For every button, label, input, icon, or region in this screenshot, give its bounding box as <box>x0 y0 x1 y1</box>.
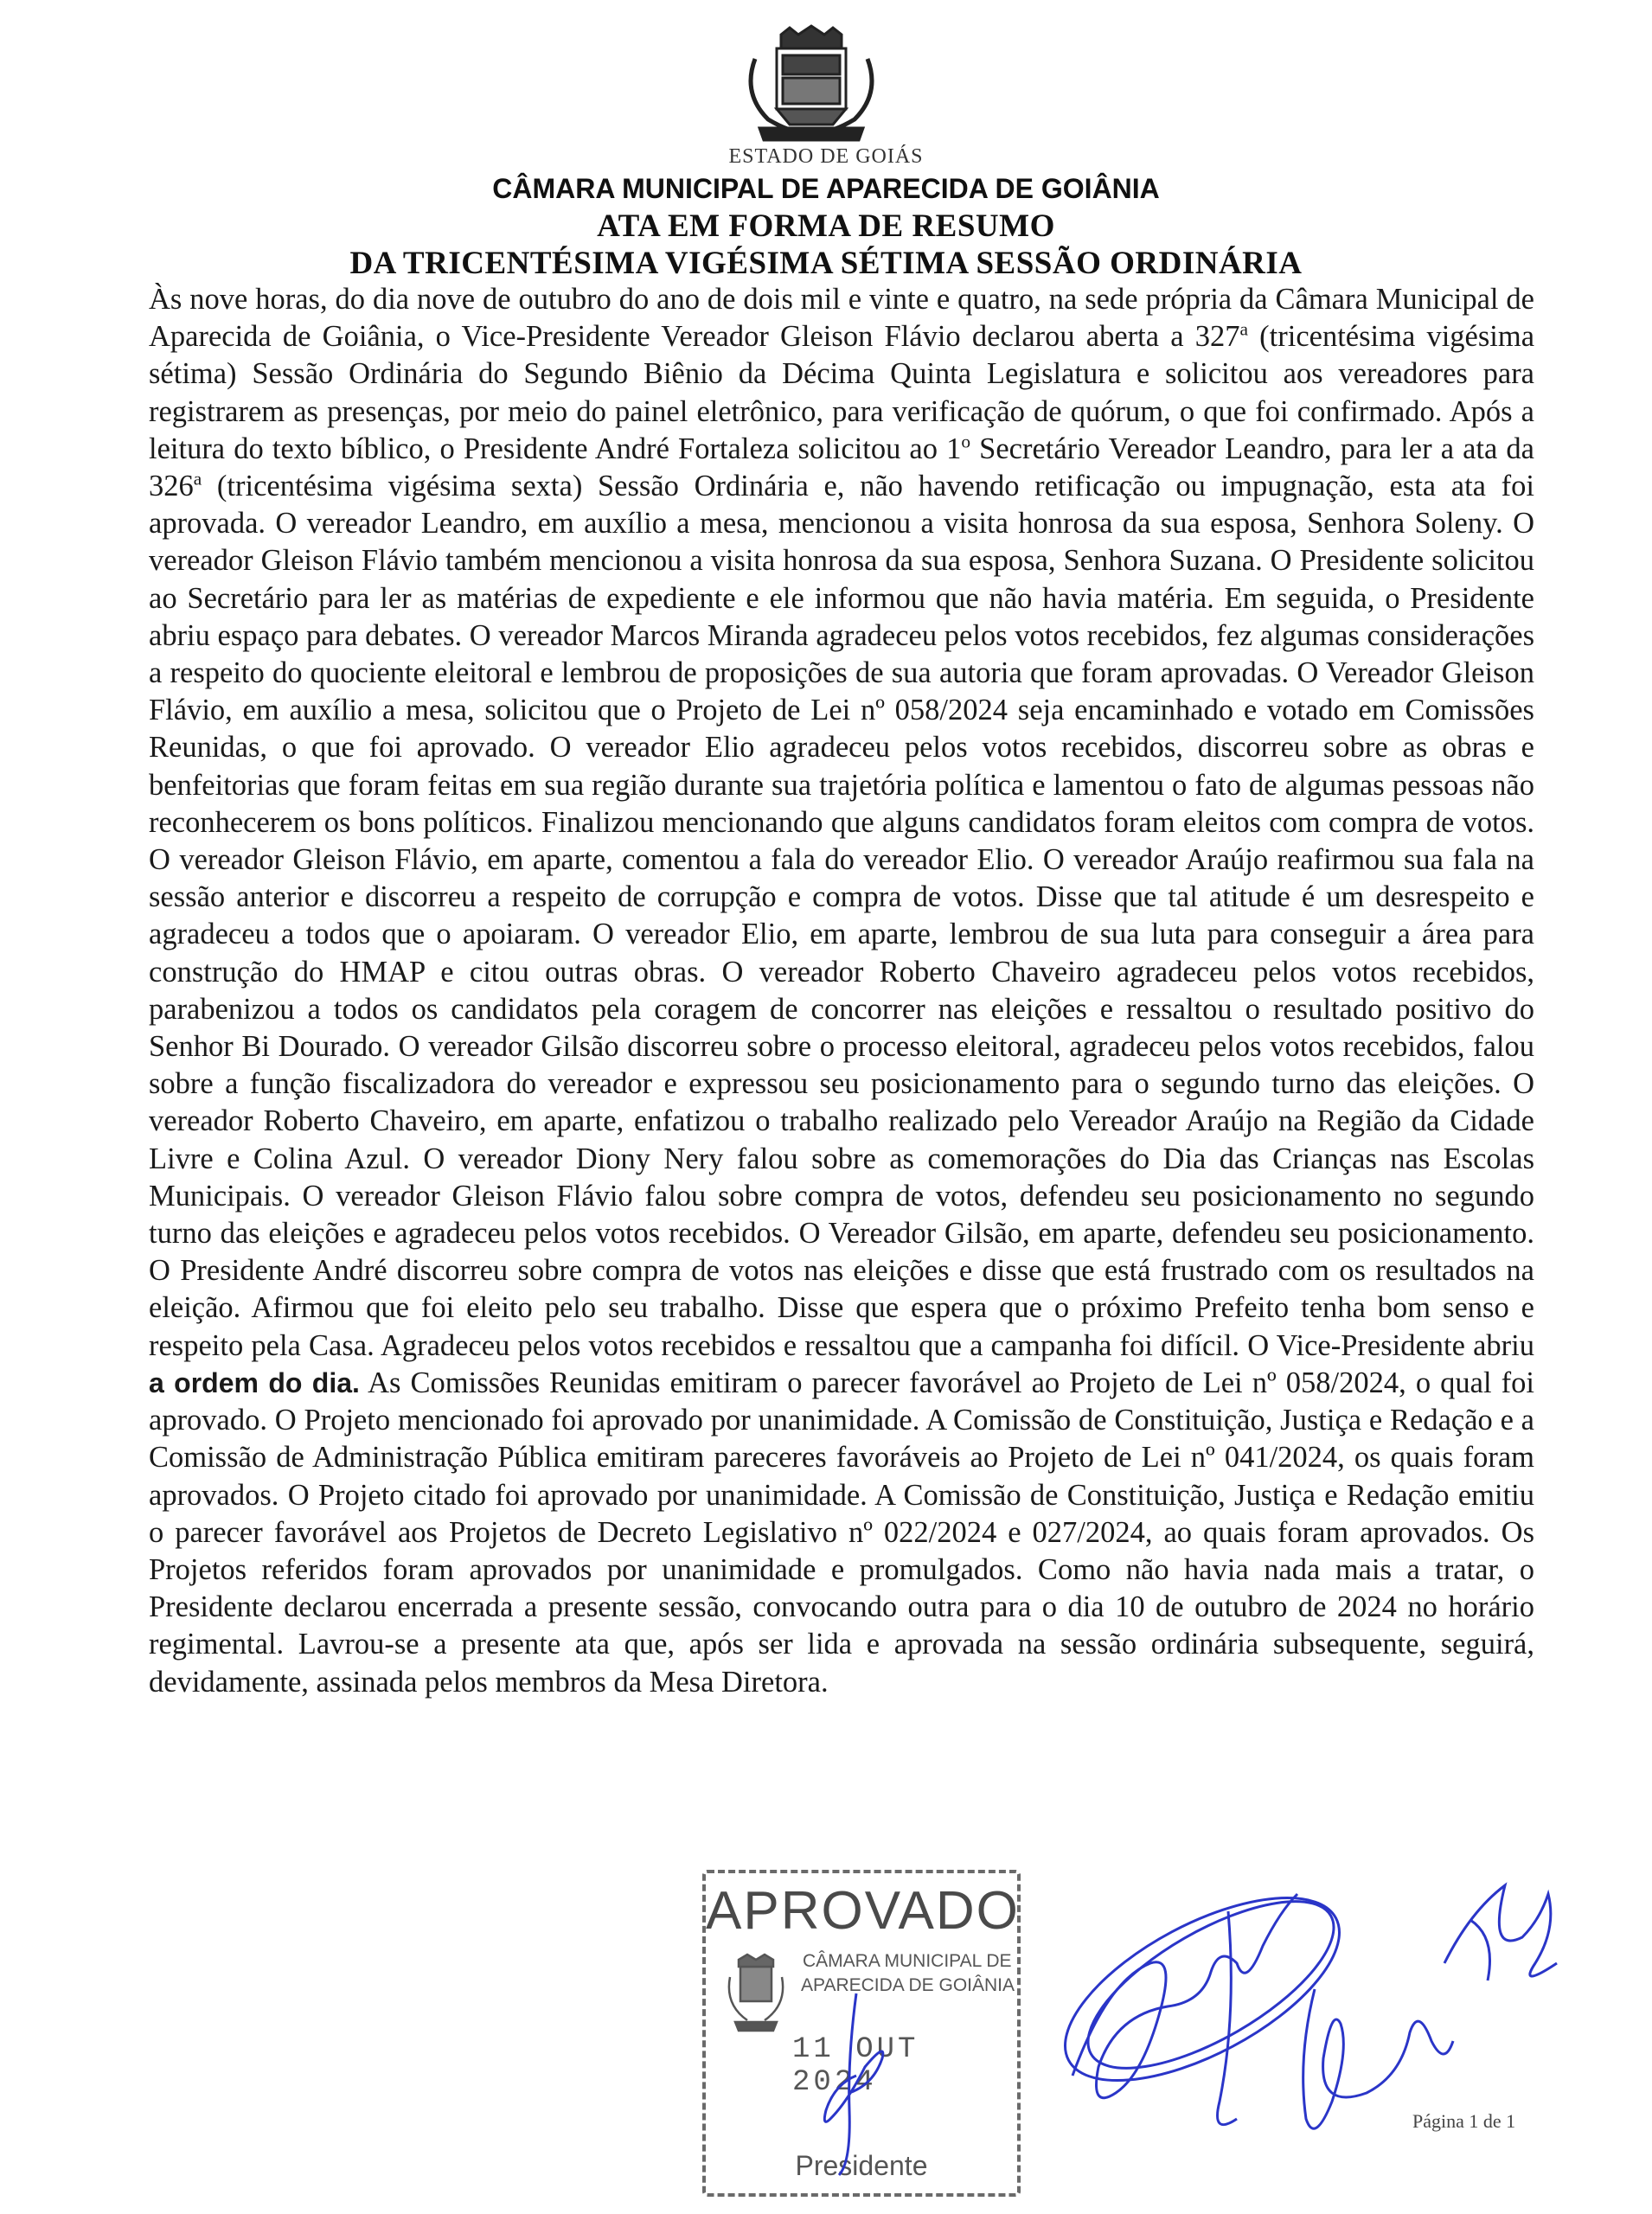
stamp-title: APROVADO <box>706 1881 1020 1941</box>
stamp-line-2: APARECIDA DE GOIÂNIA <box>801 1975 1015 1995</box>
stamp-date: 11 OUT 2024 <box>792 2033 919 2099</box>
body-part-5: As Comissões Reunidas emitiram o parecer favorável ao Projeto de Lei nº 058/2024, o qual foi aprovado. O Projeto mencionado foi aprovado por unanimidade. A Comissão de Constituição, Justiça e Redação e a Comissão de Administração Pública emitiram pareceres favoráveis ao Projeto de Lei nº 041/2024, os quais foram aprovados. O Projeto citado foi aprovado por unanimidade. A Comissão de Constituição, Justiça e Redação emitiu o parecer favorável aos Projetos de Decreto Legislativo nº 022/2024 e 027/2024, ao quais foram aprovados. Os Projetos referidos foram aprovados por unanimidade e promulgados. Como não havia nada mais a tratar, o Presidente declarou encerrada a presente sessão, convocando outra para o dia 10 de outubro de 2024 no horário regimental. Lavrou-se a presente ata que, após ser lida e aprovada na sessão ordinária subsequente, seguirá, devidamente, assinada pelos membros da Mesa Diretora. <box>149 1366 1534 1699</box>
ordinal-superscript: a <box>193 468 202 490</box>
body-part-1: Às nove horas, do dia nove de outubro do ano de dois mil e vinte e quatro, na sede própria da Câmara Municipal de Aparecida de Goiânia, o Vice-Presidente Vereador Gleison Flávio declarou aberta a 327 <box>149 283 1534 354</box>
coat-of-arms-icon <box>729 24 893 152</box>
minutes-body <box>149 281 1534 1701</box>
body-part-2: (tricentésima vigésima sétima) Sessão Ordinária do Segundo Biênio da Décima Quinta Legislatura e solicitou aos vereadores para registrarem as presenças, por meio do painel eletrônico, para verificação de quórum, o que foi confirmado. Após a leitura do texto bíblico, o Presidente André Fortaleza solicitou ao 1 <box>149 320 1535 465</box>
signatures-mesa-diretora <box>1038 1859 1574 2188</box>
stamp-crest-icon <box>721 1951 791 2034</box>
body-part-3: Secretário Vereador Leandro, para ler a ata da 326 <box>149 432 1535 503</box>
stamp-role: Presidente <box>795 2150 928 2181</box>
stamp-line-1: CÂMARA MUNICIPAL DE <box>803 1951 1012 1971</box>
approval-stamp <box>702 1870 1021 2197</box>
chamber-heading: CÂMARA MUNICIPAL DE APARECIDA DE GOIÂNIA <box>492 173 1160 204</box>
state-heading: ESTADO DE GOIÁS <box>728 145 924 168</box>
document-title-line1: ATA EM FORMA DE RESUMO <box>597 208 1055 244</box>
order-of-day-phrase: a ordem do dia. <box>149 1366 360 1398</box>
document-title-line2: DA TRICENTÉSIMA VIGÉSIMA SÉTIMA SESSÃO ORDINÁRIA <box>349 246 1303 281</box>
ordinal-superscript: o <box>961 431 971 452</box>
page-number: Página 1 de 1 <box>1412 2110 1516 2132</box>
body-part-4: (tricentésima vigésima sexta) Sessão Ordinária e, não havendo retificação ou impugnação, esta ata foi aprovada. O vereador Leandro, em auxílio a mesa, mencionou a visita honrosa da sua esposa, Senhora Soleny. O vereador Gleison Flávio também mencionou a visita honrosa da sua esposa, Senhora Suzana. O Presidente solicitou ao Secretário para ler as matérias de expediente e ele informou que não havia matéria. Em seguida, o Presidente abriu espaço para debates. O vereador Marcos Miranda agradeceu pelos votos recebidos, fez algumas considerações a respeito do quociente eleitoral e lembrou de proposições de sua autoria que foram aprovadas. O Vereador Gleison Flávio, em auxílio a mesa, solicitou que o Projeto de Lei nº 058/2024 seja encaminhado e votado em Comissões Reunidas, o que foi aprovado. O vereador Elio agradeceu pelos votos recebidos, discorreu sobre as obras e benfeitorias que foram feitas em sua região durante sua trajetória política e lamentou o fato de algumas pessoas não reconhecerem os bons políticos. Finalizou mencionando que alguns candidatos foram eleitos com compra de votos. O vereador Gleison Flávio, em aparte, comentou a fala do vereador Elio. O vereador Araújo reafirmou sua fala na sessão anterior e discorreu a respeito de corrupção e compra de votos. Disse que tal atitude é um desrespeito e agradeceu a todos que o apoiaram. O vereador Elio, em aparte, lembrou de sua luta para conseguir a área para construção do HMAP e citou outras obras. O vereador Roberto Chaveiro agradeceu pelos votos recebidos, parabenizou a todos os candidatos pela coragem de concorrer nas eleições e ressaltou o resultado positivo do Senhor Bi Dourado. O vereador Gilsão discorreu sobre o processo eleitoral, agradeceu pelos votos recebidos, falou sobre a função fiscalizadora do vereador e expressou seu posicionamento para o segundo turno das eleições. O vereador Roberto Chaveiro, em aparte, enfatizou o trabalho realizado pelo Vereador Araújo na Região da Cidade Livre e Colina Azul. O vereador Diony Nery falou sobre as comemorações do Dia das Crianças nas Escolas Municipais. O vereador Gleison Flávio falou sobre compra de votos, defendeu seu posicionamento no segundo turno das eleições e agradeceu pelos votos recebidos. O Vereador Gilsão, em aparte, defendeu seu posicionamento. O Presidente André discorreu sobre compra de votos nas eleições e disse que está frustrado com os resultados na eleição. Afirmou que foi eleito pelo seu trabalho. Disse que espera que o próximo Prefeito tenha bom senso e respeito pela Casa. Agradeceu pelos votos recebidos e ressaltou que a campanha foi difícil. O Vice-Presidente abriu <box>149 470 1534 1362</box>
ordinal-superscript: a <box>1239 318 1248 340</box>
